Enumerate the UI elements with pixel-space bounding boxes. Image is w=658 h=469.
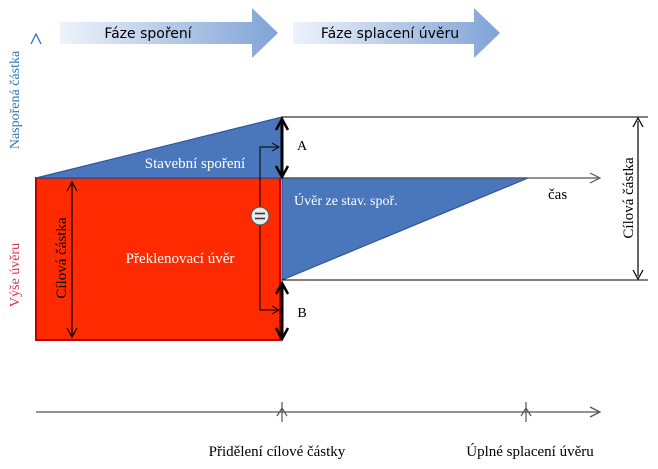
building-savings-label: Stavební spoření	[144, 156, 246, 172]
saved-amount-axis-label: Naspořená částka	[8, 50, 23, 150]
target-amount-right-label: Cílová částka	[621, 157, 637, 239]
bridging-loan-label: Překlenovací úvěr	[125, 251, 235, 267]
equals-icon	[251, 207, 269, 225]
phase-saving-label: Fáze spoření	[104, 26, 192, 42]
marker-b-label: B	[297, 306, 307, 321]
phase-arrow-repayment	[293, 8, 500, 58]
target-assigned-label: Přidělení cílové částky	[208, 444, 346, 460]
phase-arrow-saving	[60, 8, 278, 58]
full-repayment-label: Úplné splacení úvěru	[466, 444, 594, 460]
time-axis-label: čas	[548, 187, 568, 203]
loan-amount-axis-label: Výše úvěru	[8, 242, 23, 308]
phase-repayment-label: Fáze splacení úvěru	[320, 26, 460, 42]
target-amount-left-label: Cílová částka	[54, 217, 70, 299]
marker-a-label: A	[296, 139, 308, 154]
building-savings-loan-label: Úvěr ze stav. spoř.	[294, 194, 398, 209]
